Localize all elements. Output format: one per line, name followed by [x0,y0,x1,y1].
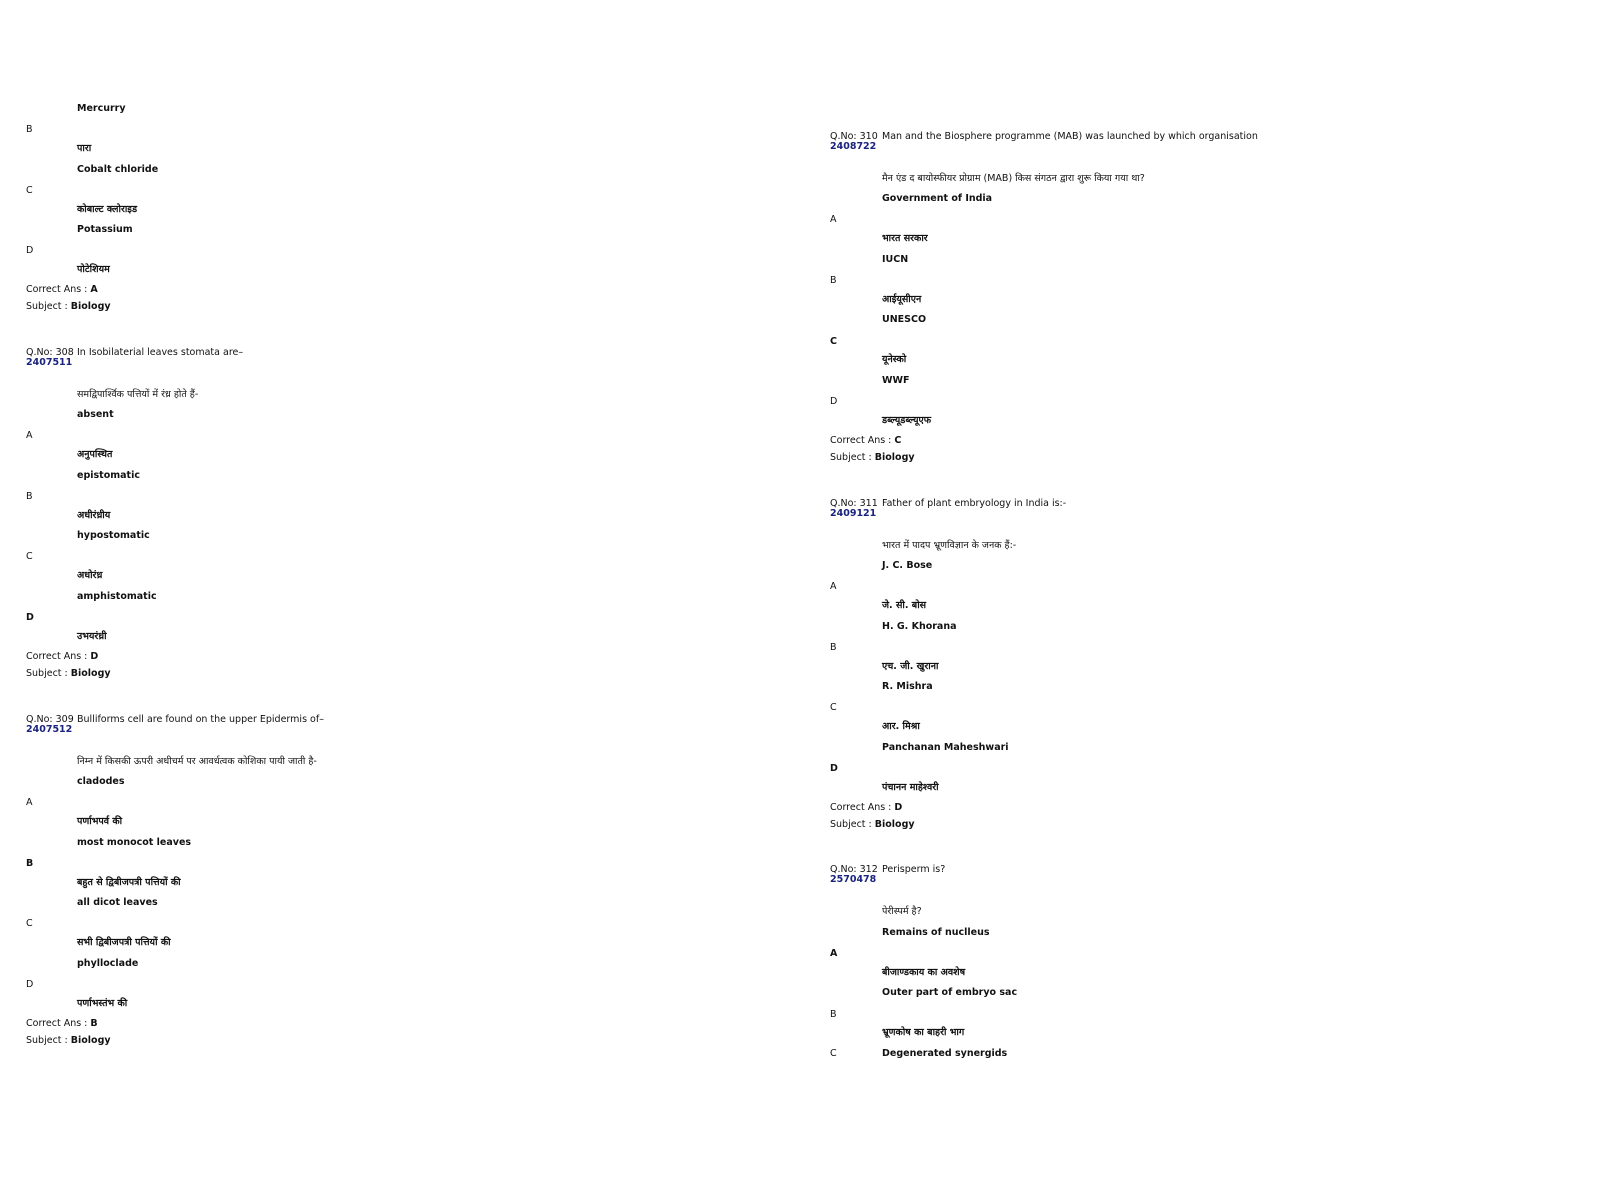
question-text-en: Bulliforms cell are found on the upper Epidermis of– [77,714,324,725]
correct-answer [26,651,98,663]
option-letter: B [26,124,33,135]
option-text-en: phylloclade [77,958,139,969]
option-text-hi: उभयरंध्री [77,631,107,642]
option-text-hi: भ्रूणकोष का बाहरी भाग [882,1027,965,1038]
option-text-hi: जे. सी. बोस [882,600,927,611]
correct-answer-value: A [90,284,98,295]
option-text-en: most monocot leaves [77,837,192,848]
correct-answer-label: Correct Ans : [830,435,895,446]
option-letter: B [26,491,33,502]
option-text-en: amphistomatic [77,591,157,602]
option-letter: C [26,918,33,929]
correct-answer [26,1018,98,1030]
subject-value: Biology [70,668,111,679]
question-text-en: Man and the Biosphere programme (MAB) was launched by which organisation [882,131,1258,142]
option-text-hi: अधोरंध्र [77,570,103,581]
option-letter: C [26,185,33,196]
option-letter: D [830,396,838,407]
option-text-hi: यूनेस्को [882,354,907,365]
option-letter: C [830,702,837,713]
option-text-en: hypostomatic [77,530,150,541]
subject [26,1035,111,1047]
subject-value: Biology [874,452,915,463]
question-id: 2407511 [26,357,73,368]
option-text-hi: भारत सरकार [882,233,928,244]
question-number: Q.No: 312 [830,864,878,875]
option-text-hi: आर. मिश्रा [882,721,920,732]
option-text-hi: अनुपस्थित [77,449,113,460]
option-letter: C [830,1048,837,1059]
subject-label: Subject : [26,668,71,679]
subject-label: Subject : [26,1035,71,1046]
option-text-en: Cobalt chloride [77,164,159,175]
option-text-hi: बहुत से द्विबीजपत्री पत्तियों की [77,877,181,888]
correct-answer-label: Correct Ans : [26,651,91,662]
subject-value: Biology [70,1035,111,1046]
subject-label: Subject : [26,301,71,312]
option-text-en: Potassium [77,224,133,235]
option-letter: A [26,430,33,441]
option-text-en: all dicot leaves [77,897,158,908]
option-text-en: Panchanan Maheshwari [882,742,1009,753]
option-letter-correct: D [26,612,34,623]
subject [830,819,915,831]
question-number: Q.No: 308 [26,347,74,358]
option-text-en: WWF [882,375,910,386]
option-text-en: UNESCO [882,314,927,325]
correct-answer-value: B [90,1018,98,1029]
option-letter: A [830,581,837,592]
option-text-hi: पारा [77,143,92,154]
option-text-en: Outer part of embryo sac [882,987,1018,998]
option-text-hi: अधीरंध्रीय [77,510,111,521]
option-text-hi: एच. जी. खुराना [882,661,939,672]
option-text-en: Degenerated synergids [882,1048,1008,1059]
option-letter-correct: B [26,858,34,869]
question-text-hi: पेरीस्पर्म है? [882,906,922,917]
correct-answer-value: C [894,435,902,446]
correct-answer-value: D [894,802,903,813]
option-letter: B [830,1009,837,1020]
option-text-en: J. C. Bose [882,560,933,571]
option-letter: A [26,797,33,808]
question-id: 2408722 [830,141,877,152]
subject-value: Biology [70,301,111,312]
subject-label: Subject : [830,452,875,463]
option-text-en: IUCN [882,254,909,265]
option-text-hi: पंचानन माहेश्वरी [882,782,939,793]
question-text-en: In Isobilaterial leaves stomata are– [77,347,244,358]
subject [830,452,915,464]
subject [26,668,111,680]
option-letter-correct: A [830,948,838,959]
question-text-hi: मैन एंड द बायोस्फीयर प्रोग्राम (MAB) किस संगठन द्वारा शुरू किया गया था? [882,173,1145,184]
correct-answer [830,802,902,814]
option-text-hi: बीजाण्डकाय का अवशेष [882,967,966,978]
option-text-en: Government of India [882,193,993,204]
subject [26,301,111,313]
correct-answer-label: Correct Ans : [26,284,91,295]
option-letter-correct: C [830,336,837,347]
option-text-en: cladodes [77,776,125,787]
question-text-hi: निम्न में किसकी ऊपरी अधीचर्म पर आवर्धत्वक कोशिका पायी जाती है- [77,756,317,767]
option-letter: B [830,275,837,286]
option-text-hi: पर्णाभस्तंभ की [77,998,128,1009]
option-letter: A [830,214,837,225]
question-number: Q.No: 310 [830,131,878,142]
option-text-hi: आईयूसीएन [882,294,922,305]
question-text-hi: भारत में पादप भ्रूणविज्ञान के जनक हैं:- [882,540,1017,551]
question-text-en: Father of plant embryology in India is:- [882,498,1067,509]
option-letter-correct: D [830,763,838,774]
option-letter: C [26,551,33,562]
option-text-en: epistomatic [77,470,140,481]
option-text-en: R. Mishra [882,681,933,692]
question-id: 2407512 [26,724,73,735]
correct-answer-label: Correct Ans : [830,802,895,813]
correct-answer [830,435,901,447]
correct-answer-label: Correct Ans : [26,1018,91,1029]
option-text-en: absent [77,409,114,420]
option-text-en: Mercurry [77,103,126,114]
option-text-hi: पोटेशियम [77,264,110,275]
question-text-en: Perisperm is? [882,864,946,875]
question-number: Q.No: 311 [830,498,878,509]
option-text-hi: पर्णाभपर्व की [77,816,123,827]
subject-value: Biology [874,819,915,830]
correct-answer [26,284,98,296]
option-letter: B [830,642,837,653]
option-letter: D [26,979,34,990]
question-id: 2570478 [830,874,877,885]
option-text-hi: कोबाल्ट क्लोराइड [77,204,138,215]
option-text-hi: डब्ल्यूडब्ल्यूएफ [882,415,932,426]
option-letter: D [26,245,34,256]
option-text-en: Remains of nuclleus [882,927,990,938]
question-text-hi: समद्विपार्श्विक पत्तियों में रंध्र होते हैं- [77,389,199,400]
question-id: 2409121 [830,508,877,519]
question-number: Q.No: 309 [26,714,74,725]
option-text-en: H. G. Khorana [882,621,957,632]
correct-answer-value: D [90,651,99,662]
option-text-hi: सभी द्विबीजपत्री पत्तियों की [77,937,171,948]
subject-label: Subject : [830,819,875,830]
